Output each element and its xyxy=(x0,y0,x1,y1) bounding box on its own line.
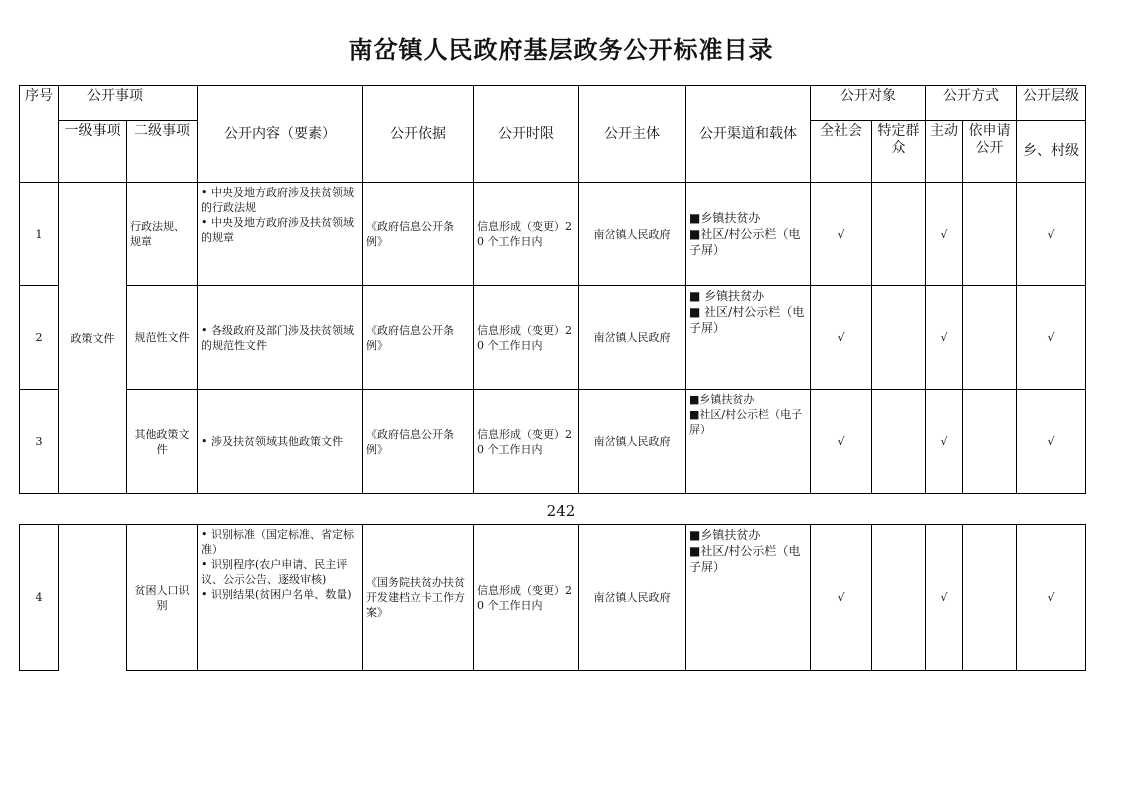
cell-subject: 南岔镇人民政府 xyxy=(579,286,686,390)
cell-seq: 2 xyxy=(20,286,59,390)
check-all-society: √ xyxy=(811,286,872,390)
cell-content: • 识别标准（国定标准、省定标准） • 识别程序(农户申请、民主评议、公示公告、逐级审核) • 识别结果(贫困户名单、数量) xyxy=(198,525,363,671)
cell-basis: 《政府信息公开条例》 xyxy=(363,286,474,390)
cell-basis: 《政府信息公开条例》 xyxy=(363,183,474,286)
cell-subject: 南岔镇人民政府 xyxy=(579,183,686,286)
check-all-society: √ xyxy=(811,183,872,286)
check-level: √ xyxy=(1017,390,1086,494)
page-title: 南岔镇人民政府基层政务公开标准目录 xyxy=(348,35,774,64)
cell-on-request xyxy=(963,183,1017,286)
table-row xyxy=(20,390,1086,494)
cell-channel: ■乡镇扶贫办 ■社区/村公示栏（电子屏） xyxy=(686,525,811,671)
cell-channel: ■乡镇扶贫办 ■社区/村公示栏（电子屏） xyxy=(686,390,811,494)
cell-time-limit: 信息形成（变更）20 个工作日内 xyxy=(474,390,579,494)
cell-level2: 其他政策文件 xyxy=(127,390,198,494)
table-row xyxy=(20,525,1086,671)
cell-level2: 行政法规、规章 xyxy=(127,183,198,286)
header-all-society: 全社会 xyxy=(811,121,872,183)
header-items: 公开事项 xyxy=(59,86,198,121)
cell-content: • 涉及扶贫领域其他政策文件 xyxy=(198,390,363,494)
header-basis: 公开依据 xyxy=(363,86,474,183)
cell-time-limit: 信息形成（变更）20 个工作日内 xyxy=(474,525,579,671)
header-level2: 二级事项 xyxy=(127,121,198,183)
cell-seq: 4 xyxy=(20,525,59,671)
check-active: √ xyxy=(926,286,963,390)
header-time-limit: 公开时限 xyxy=(474,86,579,183)
check-all-society: √ xyxy=(811,390,872,494)
cell-basis: 《政府信息公开条例》 xyxy=(363,390,474,494)
header-active: 主动 xyxy=(926,121,963,183)
check-active: √ xyxy=(926,390,963,494)
header-level1: 一级事项 xyxy=(59,121,127,183)
header-township-village: 乡、村级 xyxy=(1017,121,1086,183)
check-level: √ xyxy=(1017,525,1086,671)
cell-content: • 各级政府及部门涉及扶贫领域的规范性文件 xyxy=(198,286,363,390)
header-seq: 序号 xyxy=(20,86,59,183)
table-row xyxy=(20,183,1086,286)
cell-subject: 南岔镇人民政府 xyxy=(579,525,686,671)
header-level: 公开层级 xyxy=(1017,86,1086,121)
header-content: 公开内容（要素） xyxy=(198,86,363,183)
cell-specific xyxy=(872,183,926,286)
cell-basis: 《国务院扶贫办扶贫开发建档立卡工作方案》 xyxy=(363,525,474,671)
header-audience: 公开对象 xyxy=(811,86,926,121)
cell-specific xyxy=(872,286,926,390)
check-all-society: √ xyxy=(811,525,872,671)
header-subject: 公开主体 xyxy=(579,86,686,183)
header-specific: 特定群众 xyxy=(872,121,926,183)
cell-channel: ■乡镇扶贫办 ■社区/村公示栏（电子屏） xyxy=(686,183,811,286)
check-active: √ xyxy=(926,183,963,286)
cell-seq: 1 xyxy=(20,183,59,286)
cell-on-request xyxy=(963,286,1017,390)
header-method: 公开方式 xyxy=(926,86,1017,121)
cell-specific xyxy=(872,390,926,494)
cell-on-request xyxy=(963,525,1017,671)
check-level: √ xyxy=(1017,286,1086,390)
cell-seq: 3 xyxy=(20,390,59,494)
cell-channel: ■ 乡镇扶贫办 ■ 社区/村公示栏（电子屏） xyxy=(686,286,811,390)
table-row xyxy=(20,286,1086,390)
cell-subject: 南岔镇人民政府 xyxy=(579,390,686,494)
catalog-table-continued xyxy=(19,524,1086,671)
cell-specific xyxy=(872,525,926,671)
cell-on-request xyxy=(963,390,1017,494)
check-level: √ xyxy=(1017,183,1086,286)
header-on-request: 依申请公开 xyxy=(963,121,1017,183)
cell-level1 xyxy=(59,525,127,671)
check-active: √ xyxy=(926,525,963,671)
catalog-table xyxy=(19,85,1086,494)
cell-time-limit: 信息形成（变更）20 个工作日内 xyxy=(474,183,579,286)
cell-level2: 贫困人口识别 xyxy=(127,525,198,671)
header-channel: 公开渠道和载体 xyxy=(686,86,811,183)
cell-time-limit: 信息形成（变更）20 个工作日内 xyxy=(474,286,579,390)
cell-content: • 中央及地方政府涉及扶贫领域的行政法规 • 中央及地方政府涉及扶贫领域的规章 xyxy=(198,183,363,286)
cell-level2: 规范性文件 xyxy=(127,286,198,390)
cell-level1: 政策文件 xyxy=(59,183,127,494)
page-number: 242 xyxy=(546,502,576,520)
